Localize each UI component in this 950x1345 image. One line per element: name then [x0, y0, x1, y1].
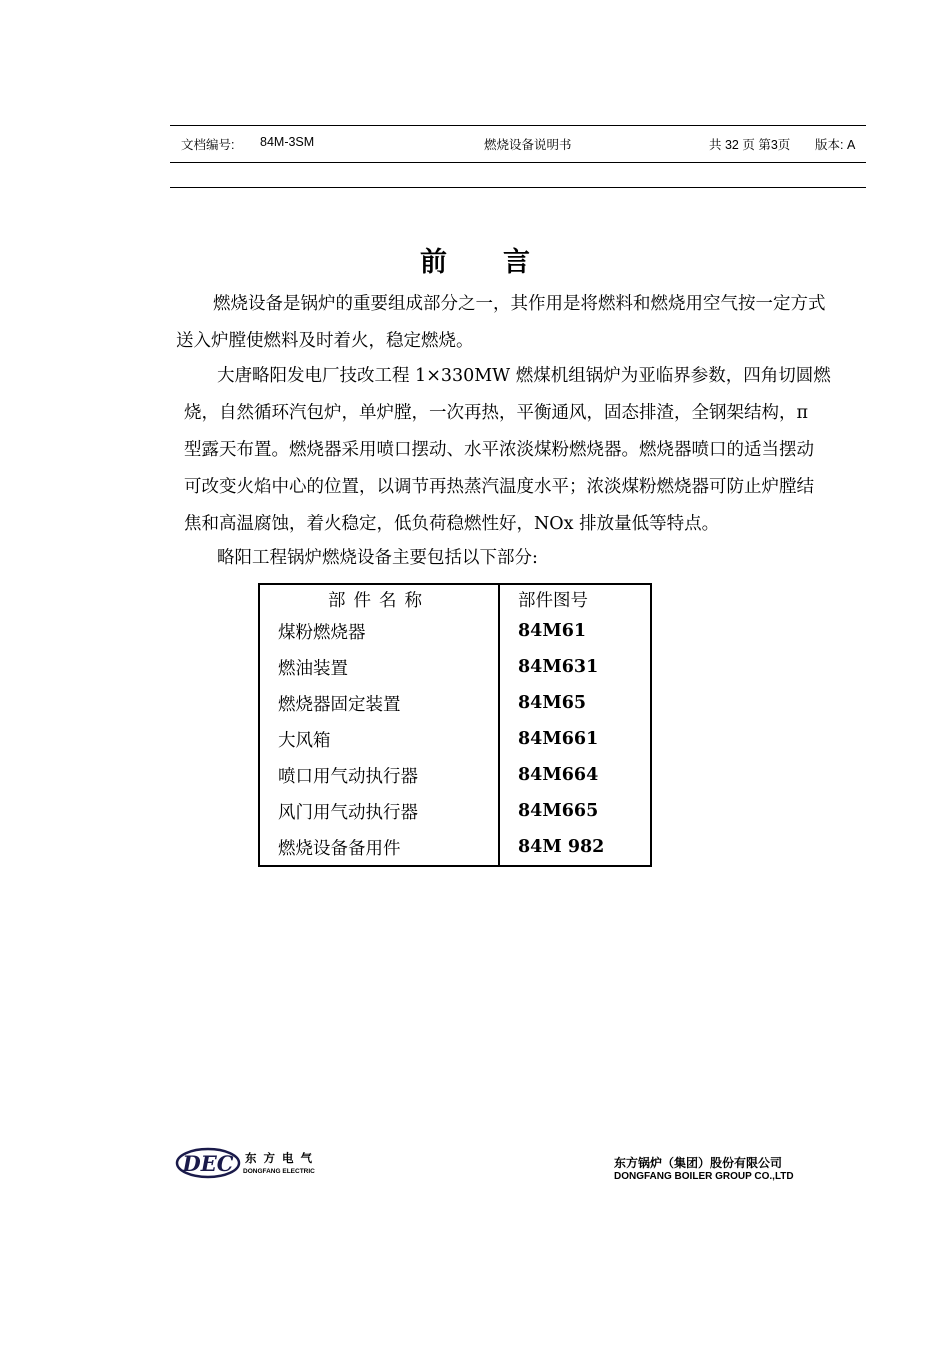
table-row	[259, 829, 651, 866]
header-bottom-rule	[170, 187, 866, 188]
part-name-cell: 喷口用气动执行器	[278, 766, 418, 787]
page-title: 前言	[420, 247, 586, 278]
dongfang-boiler-cn: 东方锅炉（集团）股份有限公司	[614, 1156, 783, 1170]
part-number-cell: 84M661	[499, 721, 651, 757]
paragraph-2	[184, 358, 874, 543]
part-name-cell: 煤粉燃烧器	[278, 622, 366, 643]
part-number-cell: 84M65	[499, 685, 651, 721]
part-name-cell: 燃烧设备备用件	[278, 838, 401, 859]
document-header	[170, 135, 866, 153]
dongfang-boiler-block	[614, 1154, 794, 1182]
doc-number-label: 文档编号:	[181, 138, 235, 152]
dongfang-boiler-en: DONGFANG BOILER GROUP CO.,LTD	[614, 1171, 794, 1182]
header-top-rule	[170, 125, 866, 126]
part-number-cell: 84M61	[499, 613, 651, 649]
dongfang-electric-cn: 东方电气	[245, 1151, 319, 1165]
dongfang-electric-en: DONGFANG ELECTRIC	[243, 1168, 315, 1175]
table-row	[259, 721, 651, 757]
version: 版本: A	[815, 138, 856, 152]
table-row	[259, 613, 651, 649]
part-number-cell: 84M665	[499, 793, 651, 829]
header-part-drawing-number: 部件图号	[499, 584, 651, 613]
table-row	[259, 685, 651, 721]
doc-number: 84M-3SM	[260, 135, 315, 149]
header-mid-rule	[170, 162, 866, 163]
paragraph-line: 可改变火焰中心的位置，以调节再热蒸汽温度水平；浓淡煤粉燃烧器可防止炉膛结	[184, 477, 814, 497]
paragraph-line: 燃烧设备是锅炉的重要组成部分之一，其作用是将燃料和燃烧用空气按一定方式	[213, 294, 826, 314]
part-name-cell: 燃烧器固定装置	[278, 694, 401, 715]
paragraph-line: 略阳工程锅炉燃烧设备主要包括以下部分:	[217, 548, 538, 568]
paragraph-line: 烧，自然循环汽包炉，单炉膛，一次再热，平衡通风，固态排渣，全钢架结构，π	[184, 403, 808, 423]
paragraph-line: 型露天布置。燃烧器采用喷口摆动、水平浓淡煤粉燃烧器。燃烧器喷口的适当摆动	[184, 440, 814, 460]
part-name-cell: 燃油装置	[278, 658, 348, 679]
table-row	[259, 757, 651, 793]
part-number-cell: 84M664	[499, 757, 651, 793]
dec-logo-icon	[175, 1146, 241, 1180]
part-name-cell: 风门用气动执行器	[278, 802, 418, 823]
dec-logo-text: DEC	[182, 1151, 234, 1176]
paragraph-line: 焦和高温腐蚀，着火稳定，低负荷稳燃性好，NOx 排放量低等特点。	[184, 514, 720, 534]
part-number-cell: 84M631	[499, 649, 651, 685]
paragraph-line: 送入炉膛使燃料及时着火，稳定燃烧。	[176, 331, 474, 351]
doc-title: 燃烧设备说明书	[484, 138, 572, 152]
paragraph-1	[176, 286, 866, 360]
part-name-cell: 大风箱	[278, 730, 331, 751]
parts-table	[258, 583, 652, 867]
paragraph-line: 大唐略阳发电厂技改工程 1×330MW 燃煤机组锅炉为亚临界参数，四角切圆燃	[217, 366, 831, 386]
table-row	[259, 649, 651, 685]
header-part-name: 部件名称	[328, 590, 430, 611]
paragraph-3	[217, 540, 907, 577]
table-row	[259, 793, 651, 829]
page-count: 共 32 页 第3页	[709, 138, 791, 152]
part-number-cell: 84M 982	[499, 829, 651, 866]
table-header-row	[259, 584, 651, 613]
